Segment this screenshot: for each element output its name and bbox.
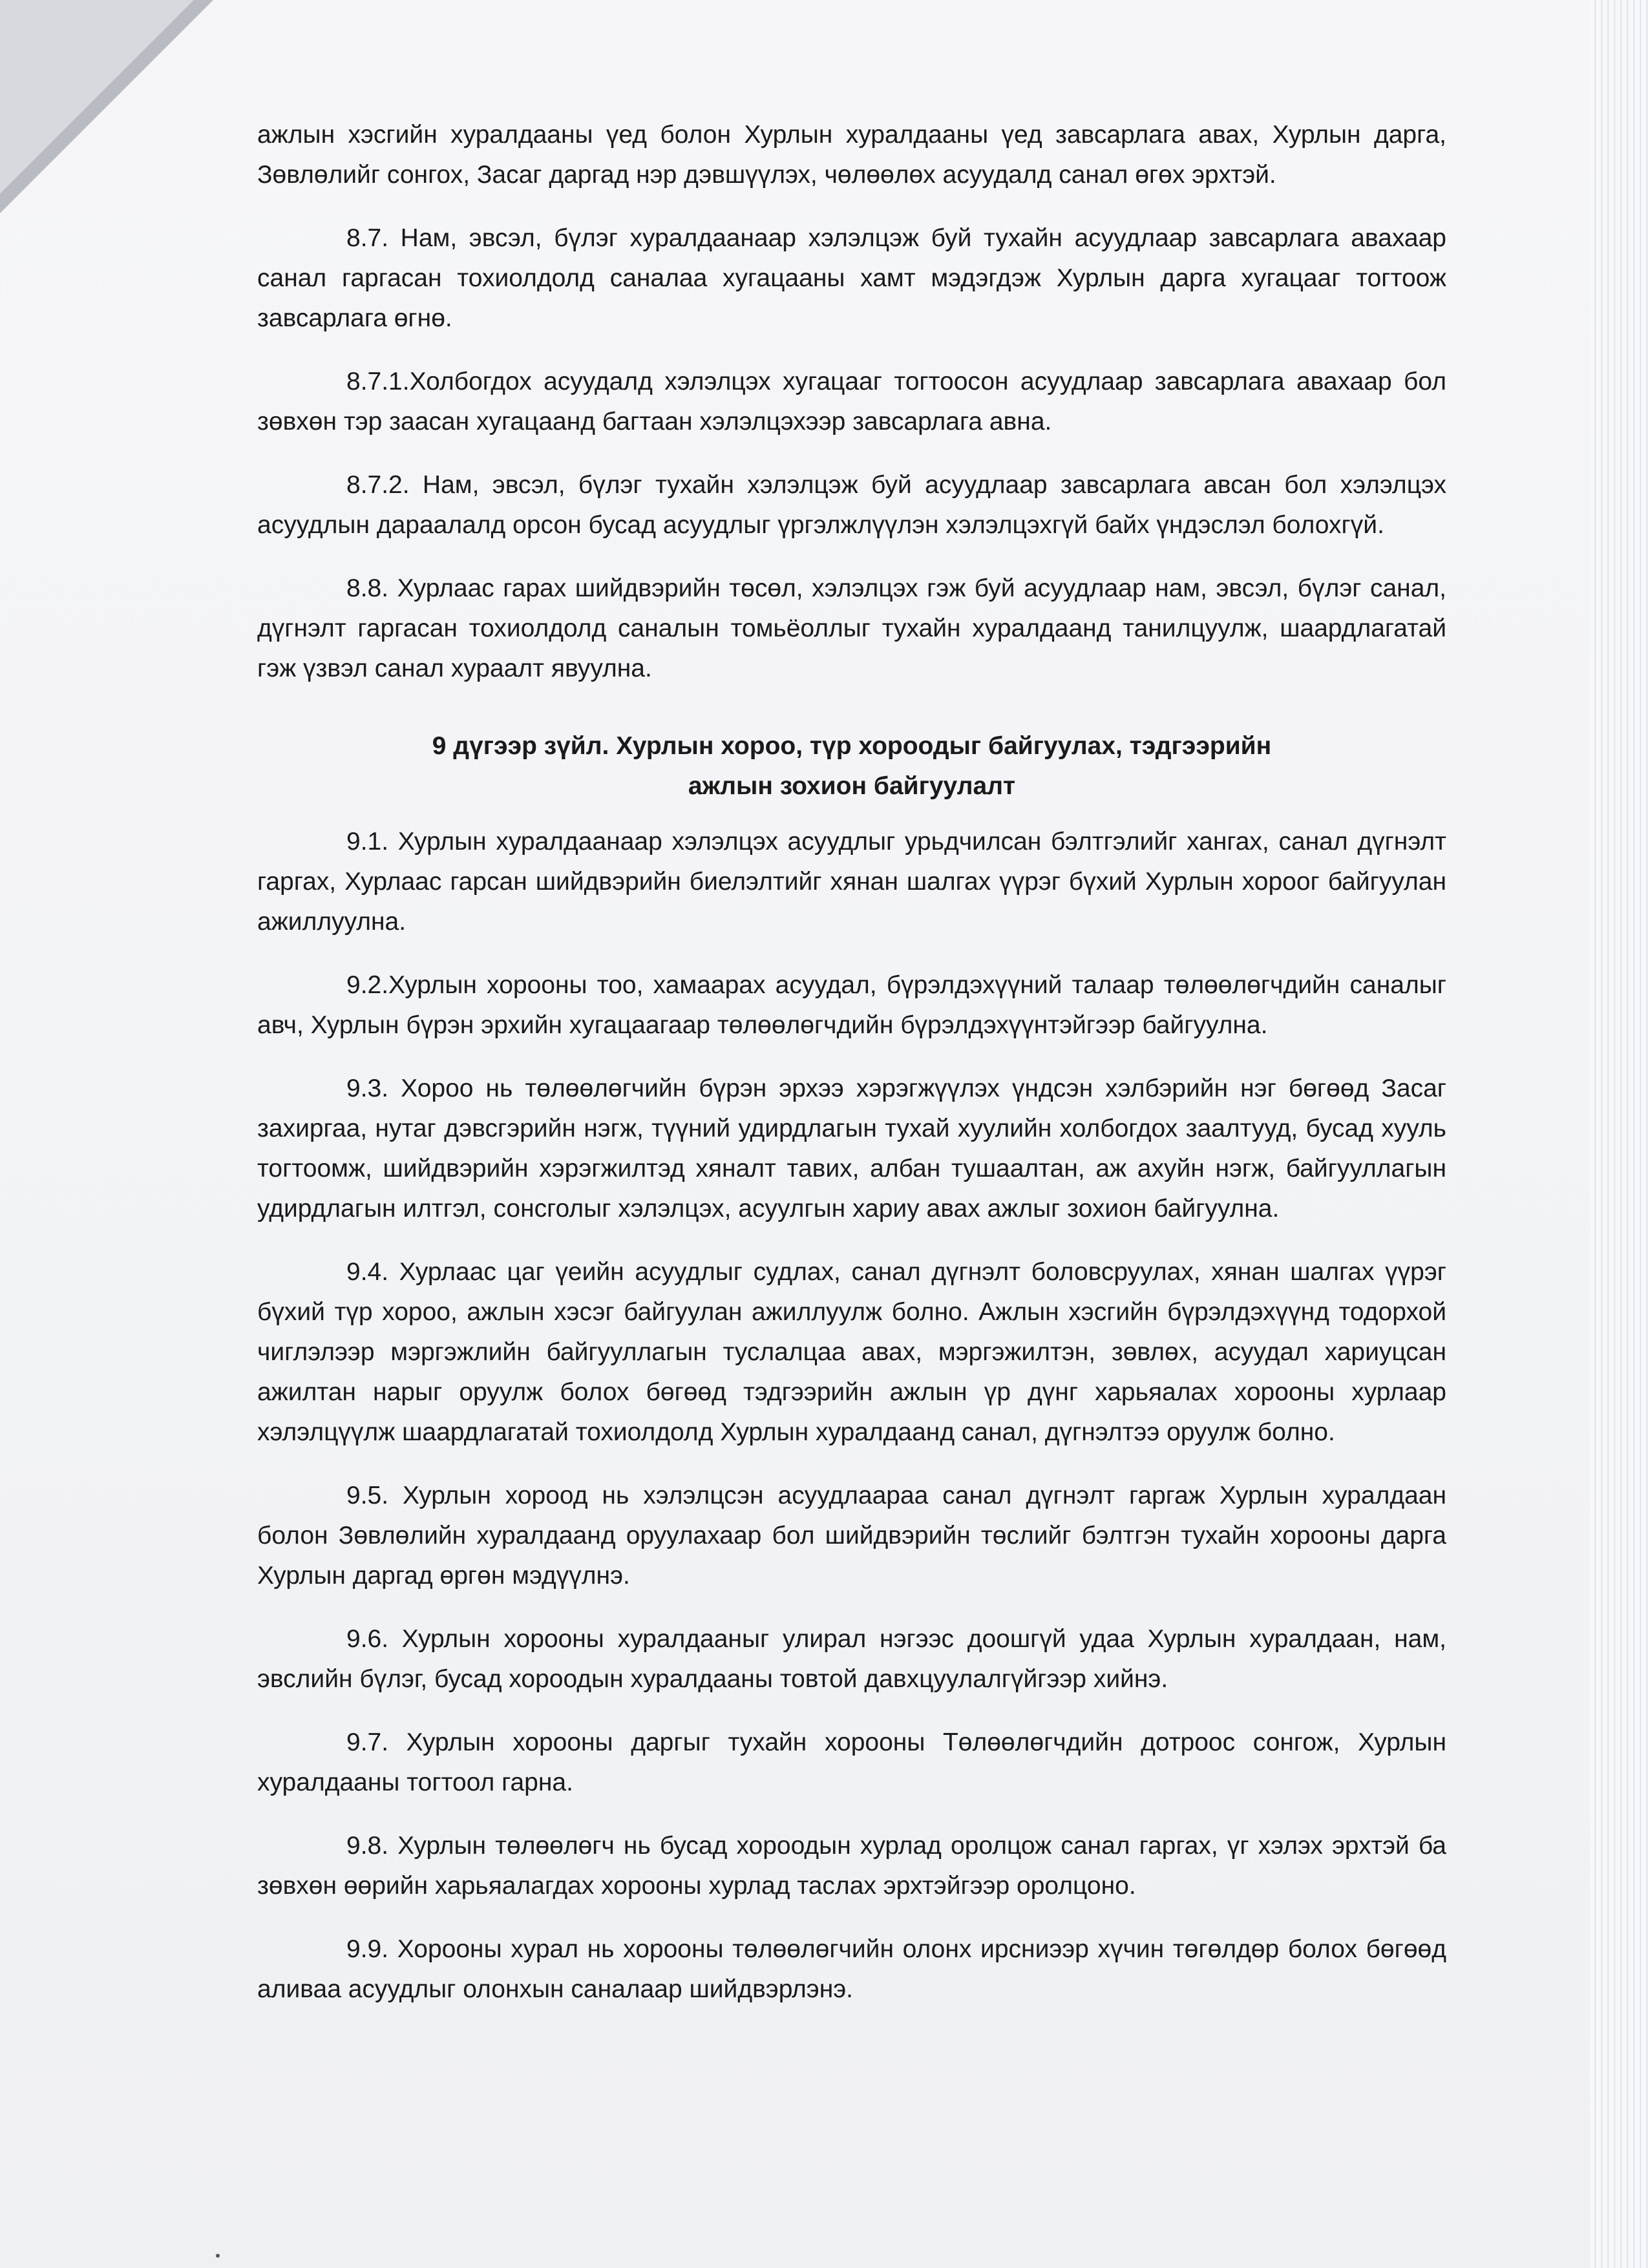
article-9-heading bbox=[257, 726, 1446, 806]
paragraph-9-7: 9.7. Хурлын хорооны даргыг тухайн хорооны Төлөөлөгчдийн дотроос сонгож, Хурлын хуралдааны тогтоол гарна. bbox=[257, 1728, 1446, 1796]
paragraph-8-7-2: 8.7.2. Нам, эвсэл, бүлэг тухайн хэлэлцэж буй асуудлаар завсарлага авсан бол хэлэлцэх асуудлын дараалалд орсон бусад асуудлыг үргэлжлүүлэн хэлэлцэхгүй байх үндэслэл болохгүй. bbox=[257, 471, 1446, 539]
paragraph-9-1: 9.1. Хурлын хуралдаанаар хэлэлцэх асуудлыг урьдчилсан бэлтгэлийг хангах, санал дүгнэлт гаргах, Хурлаас гарсан шийдвэрийн биелэлтийг хянан шалгах үүрэг бүхий Хурлын хороог байгуулан ажиллуулна. bbox=[257, 828, 1446, 936]
paragraph-8-7: 8.7. Нам, эвсэл, бүлэг хуралдаанаар хэлэлцэж буй тухайн асуудлаар завсарлага авахаар санал гаргасан тохиолдолд саналаа хугацааны хамт мэдэгдэж Хурлын дарга хугацааг тогтоож завсарлага өгнө. bbox=[257, 224, 1446, 332]
stacked-page-edges bbox=[1590, 0, 1648, 2268]
paragraph-9-3: 9.3. Хороо нь төлөөлөгчийн бүрэн эрхээ хэрэгжүүлэх үндсэн хэлбэрийн нэг бөгөөд Засаг захиргаа, нутаг дэвсгэрийн нэгж, түүний удирдлагын тухай хуулийн холбогдох заалтууд, бусад хууль тогтоомж, шийдвэрийн хэрэгжилтэд хяналт тавих, албан тушаалтан, аж ахуйн нэгж, байгууллагын удирдлагын илтгэл, сонсголыг хэлэлцэх, асуулгын хариу авах ажлыг зохион байгуулна. bbox=[257, 1075, 1446, 1223]
folded-corner-inner bbox=[0, 0, 194, 194]
article-9-heading-line1: 9 дүгээр зүйл. Хурлын хороо, түр хороодыг байгуулах, тэдгээрийн bbox=[432, 732, 1272, 760]
paragraph-9-5: 9.5. Хурлын хороод нь хэлэлцсэн асуудлаараа санал дүгнэлт гаргаж Хурлын хуралдаан болон Зөвлөлийн хуралдаанд оруулахаар бол шийдвэрийн төслийг бэлтгэн тухайн хорооны дарга Хурлын даргад өргөн мэдүүлнэ. bbox=[257, 1482, 1446, 1590]
paragraph-8-8: 8.8. Хурлаас гарах шийдвэрийн төсөл, хэлэлцэх гэж буй асуудлаар нам, эвсэл, бүлэг санал, дүгнэлт гаргасан тохиолдолд саналын томьёоллыг тухайн хуралдаанд танилцуулж, шаардлагатай гэж үзвэл санал хураалт явуулна. bbox=[257, 574, 1446, 682]
paragraph-9-4: 9.4. Хурлаас цаг үеийн асуудлыг судлах, санал дүгнэлт боловсруулах, хянан шалгах үүрэг бүхий түр хороо, ажлын хэсэг байгуулан ажиллуулж болно. Ажлын хэсгийн бүрэлдэхүүнд тодорхой чиглэлээр мэргэжлийн байгууллагын туслалцаа авах, мэргэжилтэн, зөвлөх, асуудал хариуцсан ажилтан нарыг оруулж болох бөгөөд тэдгээрийн ажлын үр дүнг харьяалах хорооны хурлаар хэлэлцүүлж шаардлагатай тохиолдолд Хурлын хуралдаанд санал, дүгнэлтээ оруулж болно. bbox=[257, 1258, 1446, 1446]
scan-speck bbox=[216, 2254, 220, 2258]
article-9-heading-line2: ажлын зохион байгуулалт bbox=[688, 772, 1016, 800]
paragraph-9-9: 9.9. Хорооны хурал нь хорооны төлөөлөгчийн олонх ирсниээр хүчин төгөлдөр болох бөгөөд аливаа асуудлыг олонхын саналаар шийдвэрлэнэ. bbox=[257, 1935, 1446, 2003]
paragraph-8-7-1: 8.7.1.Холбогдох асуудалд хэлэлцэх хугацааг тогтоосон асуудлаар завсарлага авахаар бол зөвхөн тэр заасан хугацаанд багтаан хэлэлцэхээр завсарлага авна. bbox=[257, 368, 1446, 436]
paragraph-9-6: 9.6. Хурлын хорооны хуралдааныг улирал нэгээс доошгүй удаа Хурлын хуралдаан, нам, эвслийн бүлэг, бусад хороодын хуралдааны товтой давхцуулалгүйгээр хийнэ. bbox=[257, 1625, 1446, 1693]
paragraph-9-8: 9.8. Хурлын төлөөлөгч нь бусад хороодын хурлад оролцож санал гаргах, үг хэлэх эрхтэй ба зөвхөн өөрийн харьяалагдах хорооны хурлад таслах эрхтэйгээр оролцоно. bbox=[257, 1832, 1446, 1900]
document-body bbox=[257, 115, 1446, 2033]
paragraph-9-2: 9.2.Хурлын хорооны тоо, хамаарах асуудал, бүрэлдэхүүний талаар төлөөлөгчдийн саналыг авч, Хурлын бүрэн эрхийн хугацаагаар төлөөлөгчдийн бүрэлдэхүүнтэйгээр байгуулна. bbox=[257, 971, 1446, 1039]
paragraph-continuation: ажлын хэсгийн хуралдааны үед болон Хурлын хуралдааны үед завсарлага авах, Хурлын дарга, Зөвлөлийг сонгох, Засаг даргад нэр дэвшүүлэх, чөлөөлөх асуудалд санал өгөх эрхтэй. bbox=[257, 121, 1446, 189]
